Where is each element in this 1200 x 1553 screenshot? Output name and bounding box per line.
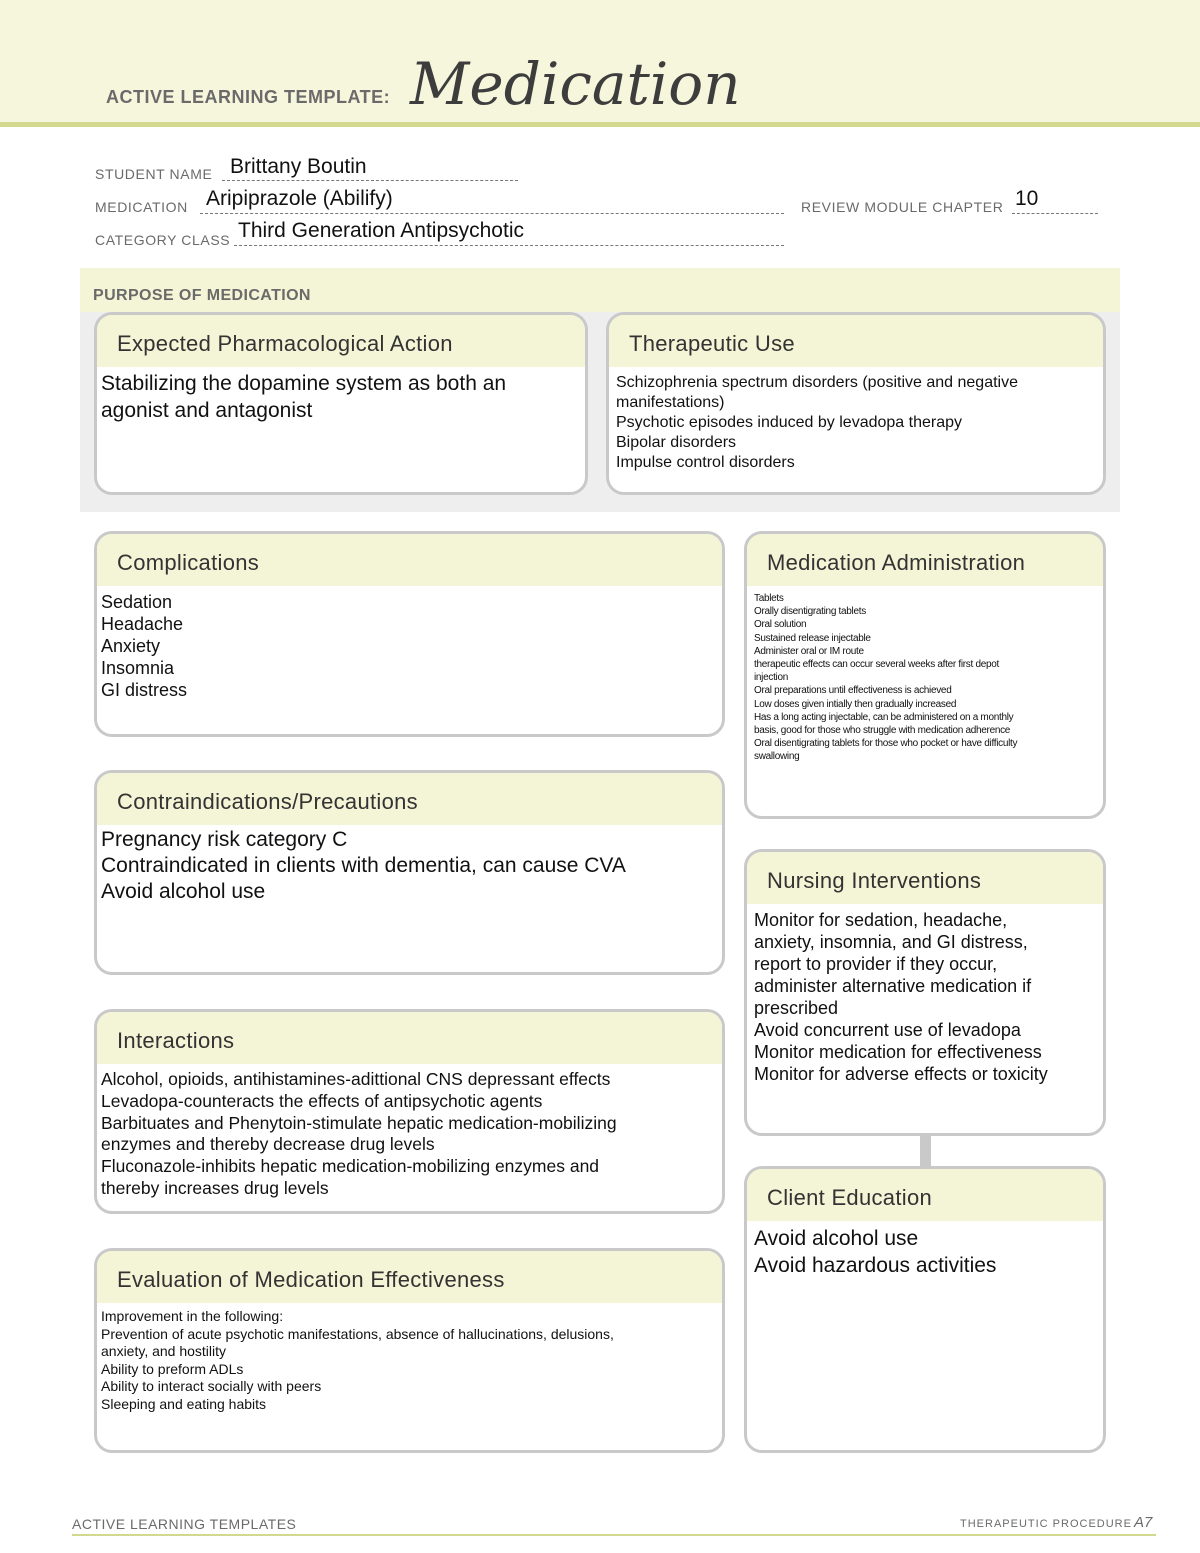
administration-card <box>744 531 1106 819</box>
administration-line: injection <box>754 672 788 684</box>
medication-underline <box>200 213 784 214</box>
evaluation-line: Improvement in the following: <box>101 1308 284 1324</box>
nursing-interventions-line: prescribed <box>754 998 839 1018</box>
review-module-underline <box>1012 213 1098 214</box>
evaluation-body[interactable] <box>97 1303 722 1413</box>
student-name-field[interactable]: Brittany Boutin <box>230 155 367 178</box>
nursing-interventions-line: anxiety, insomnia, and GI distress, <box>754 932 1028 952</box>
interactions-line: Alcohol, opioids, antihistamines-adittional CNS depressant effects <box>101 1069 611 1089</box>
administration-line: Tablets <box>754 593 784 604</box>
interactions-body[interactable] <box>97 1064 722 1200</box>
medication-label: MEDICATION <box>95 199 188 215</box>
client-education-line: Avoid hazardous activities <box>754 1254 997 1277</box>
administration-line: Sustained release injectable <box>754 632 871 644</box>
expected-action-card <box>94 312 588 495</box>
purpose-label: PURPOSE OF MEDICATION <box>93 287 311 304</box>
expected-action-body[interactable] <box>97 367 585 424</box>
box-connector <box>920 1134 931 1166</box>
footer-right: THERAPEUTIC PROCEDURE <box>960 1518 1132 1530</box>
nursing-interventions-body[interactable] <box>747 904 1103 1085</box>
nursing-interventions-line: Monitor for adverse effects or toxicity <box>754 1064 1048 1084</box>
client-education-body[interactable] <box>747 1221 1103 1279</box>
contraindications-card <box>94 770 725 975</box>
contraindications-line: Contraindicated in clients with dementia, can cause CVA <box>101 854 626 877</box>
expected-action-line: Stabilizing the dopamine system as both an <box>101 372 507 395</box>
nursing-interventions-line: administer alternative medication if <box>754 976 1032 996</box>
administration-line: Administer oral or IM route <box>754 645 864 657</box>
administration-title: Medication Administration <box>747 534 1103 586</box>
client-education-line: Avoid alcohol use <box>754 1227 919 1250</box>
administration-line: swallowing <box>754 751 800 763</box>
template-label: ACTIVE LEARNING TEMPLATE: <box>106 87 391 107</box>
interactions-line: Levadopa-counteracts the effects of antipsychotic agents <box>101 1090 543 1111</box>
complications-line: GI distress <box>101 680 188 700</box>
therapeutic-use-body[interactable] <box>609 367 1103 473</box>
contraindications-title: Contraindications/Precautions <box>97 773 722 825</box>
nursing-interventions-line: Monitor for sedation, headache, <box>754 910 1008 930</box>
client-education-title: Client Education <box>747 1169 1103 1221</box>
evaluation-line: Sleeping and eating habits <box>101 1395 267 1412</box>
therapeutic-use-line: Bipolar disorders <box>616 434 737 451</box>
interactions-card <box>94 1009 725 1214</box>
review-module-field[interactable]: 10 <box>1015 187 1039 210</box>
administration-line: Orally disentigrating tablets <box>754 606 866 618</box>
administration-line: Oral disentigrating tablets for those who pocket or have difficulty <box>754 738 1018 750</box>
contraindications-body[interactable] <box>97 825 722 905</box>
client-education-card <box>744 1166 1106 1453</box>
therapeutic-use-line: manifestations) <box>616 394 725 411</box>
nursing-interventions-line: report to provider if they occur, <box>754 954 998 974</box>
complications-line: Sedation <box>101 592 173 612</box>
header-rule <box>0 122 1200 127</box>
footer-rule <box>72 1534 1156 1536</box>
student-name-underline <box>222 180 518 181</box>
nursing-interventions-card <box>744 849 1106 1136</box>
interactions-line: Barbituates and Phenytoin-stimulate hepatic medication-mobilizing <box>101 1112 617 1133</box>
evaluation-line: anxiety, and hostility <box>101 1343 227 1359</box>
evaluation-card <box>94 1248 725 1453</box>
complications-card <box>94 531 725 737</box>
evaluation-line: Prevention of acute psychotic manifestations, absence of hallucinations, delusions, <box>101 1325 614 1342</box>
page-number: A7 <box>1134 1514 1153 1531</box>
administration-line: therapeutic effects can occur several weeks after first depot <box>754 659 999 671</box>
complications-line: Anxiety <box>101 636 161 656</box>
complications-line: Headache <box>101 614 184 634</box>
therapeutic-use-card <box>606 312 1106 495</box>
complications-line: Insomnia <box>101 658 175 678</box>
category-label: CATEGORY CLASS <box>95 232 231 248</box>
therapeutic-use-line: Psychotic episodes induced by levadopa therapy <box>616 414 962 431</box>
expected-action-title: Expected Pharmacological Action <box>97 315 585 367</box>
contraindications-line: Avoid alcohol use <box>101 880 266 903</box>
student-name-label: STUDENT NAME <box>95 166 213 182</box>
nursing-interventions-title: Nursing Interventions <box>747 852 1103 904</box>
contraindications-line: Pregnancy risk category C <box>101 828 348 851</box>
interactions-line: enzymes and thereby decrease drug levels <box>101 1134 435 1155</box>
evaluation-line: Ability to preform ADLs <box>101 1360 244 1377</box>
administration-line: Low doses given intially then gradually increased <box>754 698 957 710</box>
administration-line: basis, good for those who struggle with medication adherence <box>754 725 1011 737</box>
nursing-interventions-line: Monitor medication for effectiveness <box>754 1042 1042 1062</box>
footer-left: ACTIVE LEARNING TEMPLATES <box>72 1516 297 1532</box>
category-underline <box>234 245 784 246</box>
category-field[interactable]: Third Generation Antipsychotic <box>238 219 524 242</box>
interactions-title: Interactions <box>97 1012 722 1064</box>
administration-line: Oral solution <box>754 619 807 631</box>
page-title: Medication <box>410 50 741 118</box>
nursing-interventions-line: Avoid concurrent use of levadopa <box>754 1020 1021 1040</box>
complications-title: Complications <box>97 534 722 586</box>
therapeutic-use-line: Impulse control disorders <box>616 454 795 471</box>
administration-body[interactable] <box>747 586 1103 764</box>
therapeutic-use-line: Schizophrenia spectrum disorders (positive and negative <box>616 374 1018 391</box>
therapeutic-use-title: Therapeutic Use <box>609 315 1103 367</box>
administration-line: Oral preparations until effectiveness is achieved <box>754 685 952 697</box>
medication-field[interactable]: Aripiprazole (Abilify) <box>206 187 393 210</box>
administration-line: Has a long acting injectable, can be administered on a monthly <box>754 711 1014 723</box>
complications-body[interactable] <box>97 586 722 701</box>
evaluation-title: Evaluation of Medication Effectiveness <box>97 1251 722 1303</box>
interactions-line: Fluconazole-inhibits hepatic medication-mobilizing enzymes and <box>101 1156 600 1177</box>
review-module-label: REVIEW MODULE CHAPTER <box>801 199 1004 215</box>
expected-action-line: agonist and antagonist <box>101 399 313 422</box>
interactions-line: thereby increases drug levels <box>101 1177 329 1198</box>
evaluation-line: Ability to interact socially with peers <box>101 1378 322 1394</box>
